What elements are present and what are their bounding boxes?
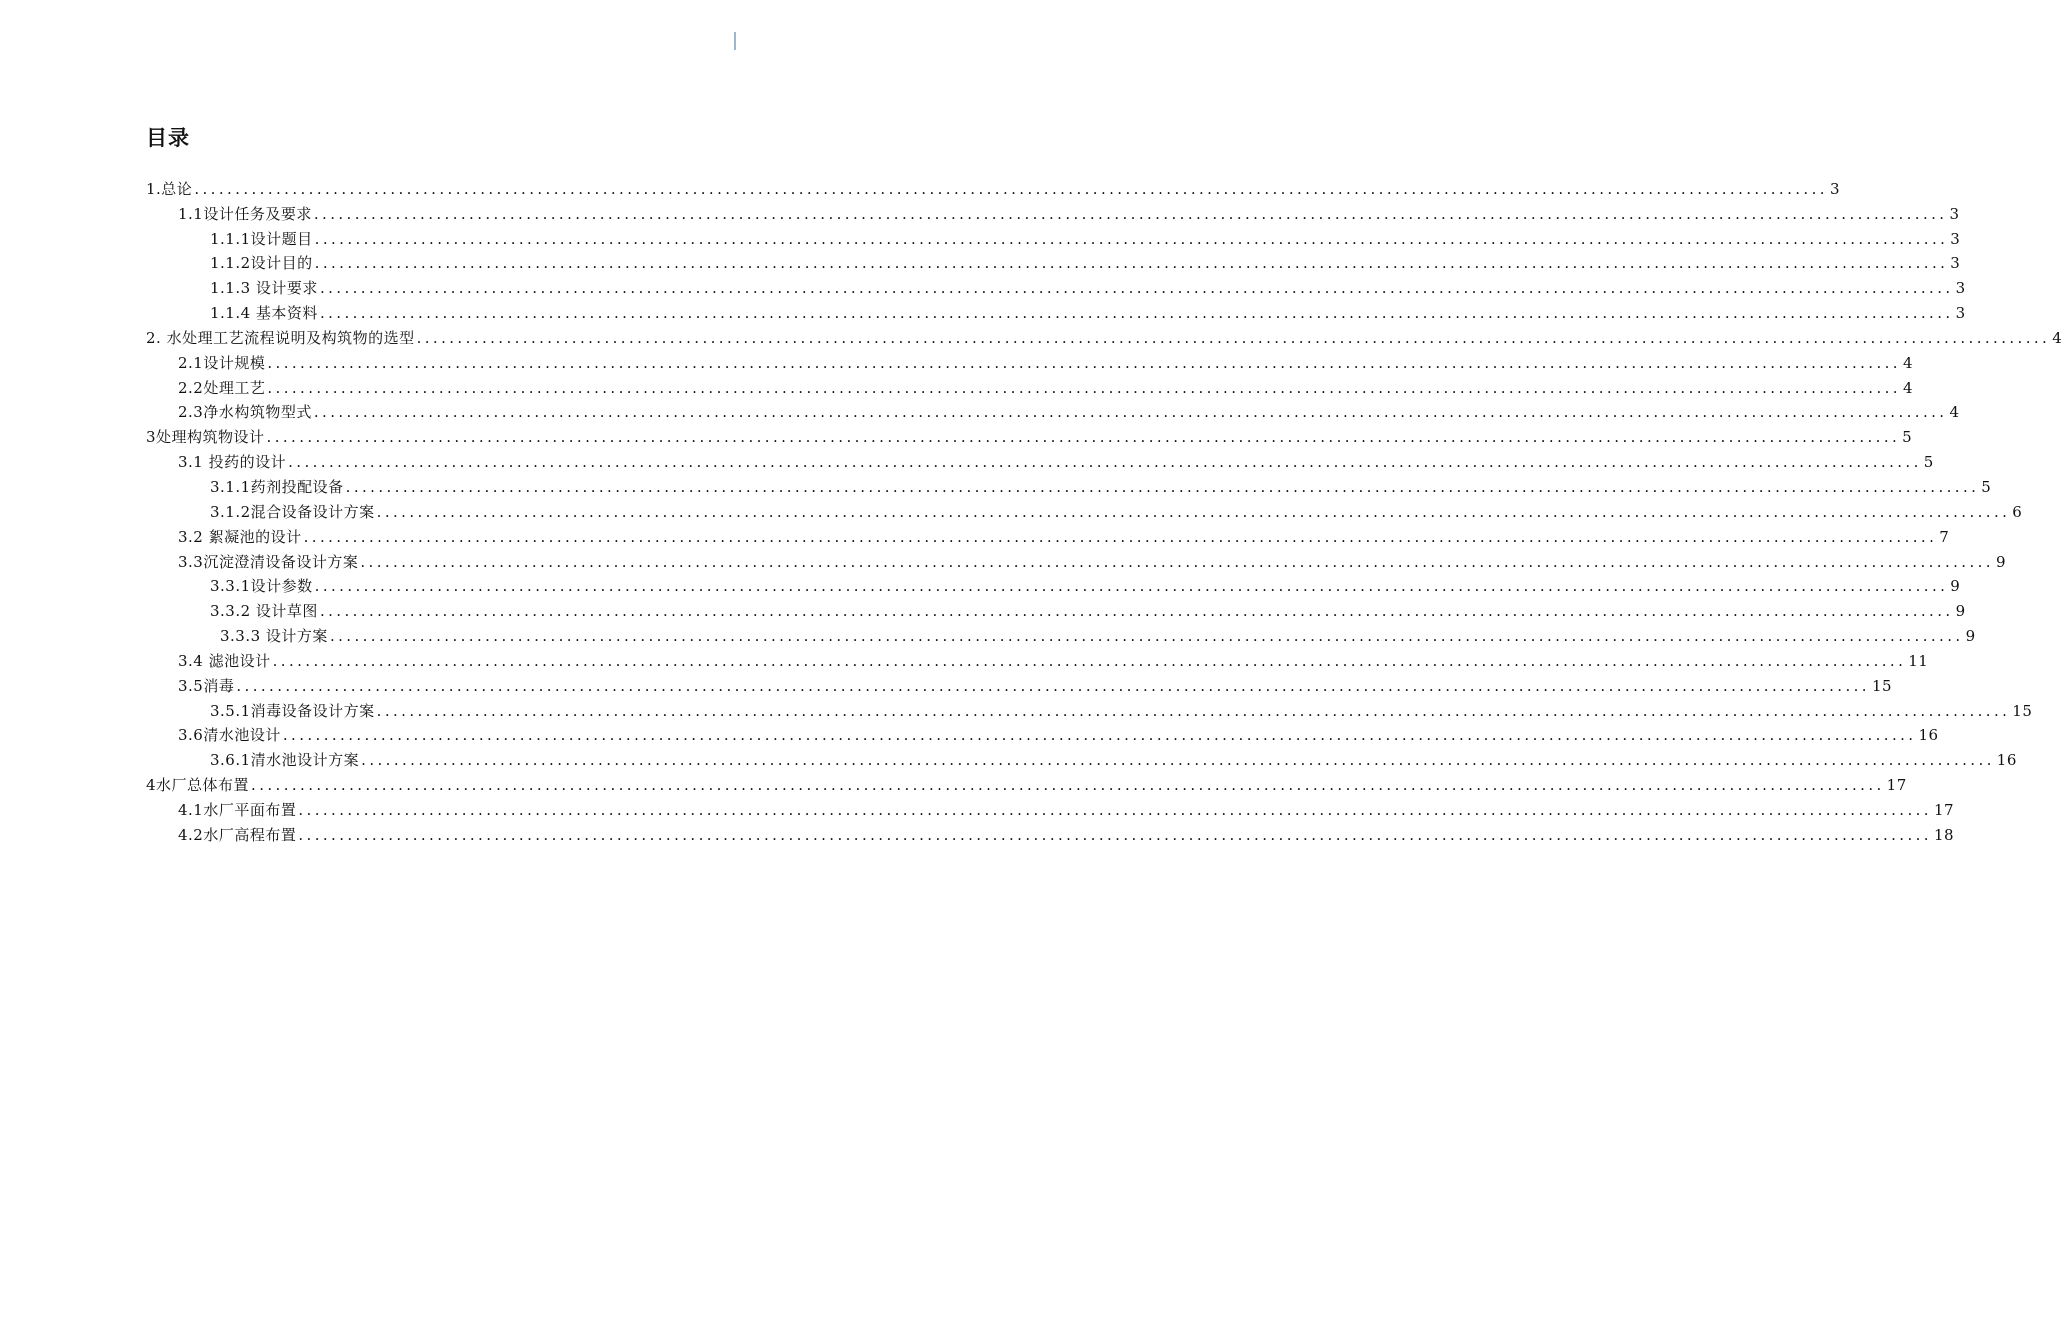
toc-page-number: 9 xyxy=(1995,552,2007,571)
toc-page-number: 5 xyxy=(1981,477,1992,496)
toc-entry[interactable] xyxy=(0,646,1929,671)
dot-leader: ........................................................................................................................................................................................................ xyxy=(361,751,1995,770)
toc-entry[interactable] xyxy=(0,174,1840,199)
toc-entry[interactable] xyxy=(0,721,1939,746)
toc-page-number: 3 xyxy=(1829,179,1840,198)
toc-entry[interactable] xyxy=(0,696,2033,721)
toc-entry-label: 1.1.4 基本资料 xyxy=(210,304,318,323)
dot-leader: ........................................................................................................................................................................................................ xyxy=(314,254,1949,273)
dot-leader: ........................................................................................................................................................................................................ xyxy=(282,726,1917,745)
toc-entry[interactable] xyxy=(0,447,1934,472)
dot-leader: ........................................................................................................................................................................................................ xyxy=(376,502,2011,521)
dot-leader: ........................................................................................................................................................................................................ xyxy=(272,651,1907,670)
text-cursor-mark xyxy=(734,32,736,50)
toc-entry[interactable] xyxy=(0,770,1907,795)
toc-page-number: 4 xyxy=(2052,328,2062,347)
toc-entry[interactable] xyxy=(0,522,1950,547)
toc-entry-label: 1.1设计任务及要求 xyxy=(178,204,312,223)
toc-entry[interactable] xyxy=(0,572,1961,597)
toc-entry[interactable] xyxy=(0,795,1955,820)
toc-page-number: 7 xyxy=(1939,527,1950,546)
toc-entry-label: 1.1.2设计目的 xyxy=(210,254,313,273)
toc-entry-label: 2.1设计规模 xyxy=(178,353,266,372)
dot-leader: ........................................................................................................................................................................................................ xyxy=(298,800,1932,819)
toc-entry-label: 2. 水处理工艺流程说明及构筑物的选型 xyxy=(146,328,415,347)
toc-entry[interactable] xyxy=(0,224,1961,249)
toc-page-number: 16 xyxy=(1996,751,2017,770)
dot-leader: ........................................................................................................................................................................................................ xyxy=(194,179,1828,198)
dot-leader: ........................................................................................................................................................................................................ xyxy=(376,701,2011,720)
toc-page-number: 15 xyxy=(2012,701,2033,720)
dot-leader: ........................................................................................................................................................................................................ xyxy=(236,676,1870,695)
toc-entry-label: 1.总论 xyxy=(146,179,193,198)
dot-leader: ........................................................................................................................................................................................................ xyxy=(314,577,1949,596)
dot-leader: ........................................................................................................................................................................................................ xyxy=(360,552,1994,571)
dot-leader: ........................................................................................................................................................................................................ xyxy=(267,378,1901,397)
toc-page-number: 9 xyxy=(1965,627,1976,646)
toc-entry-label: 3.5.1消毒设备设计方案 xyxy=(210,701,375,720)
toc-entry[interactable] xyxy=(0,398,1960,423)
toc-page-number: 3 xyxy=(1955,279,1966,298)
toc-entry[interactable] xyxy=(0,422,1913,447)
toc-entry-label: 3.5消毒 xyxy=(178,676,235,695)
toc-entry-label: 3.1.1药剂投配设备 xyxy=(210,477,344,496)
dot-leader: ........................................................................................................................................................................................................ xyxy=(266,428,1901,447)
dot-leader: ........................................................................................................................................................................................................ xyxy=(329,627,1964,646)
toc-title: 目录 xyxy=(146,126,190,150)
toc-page-number: 17 xyxy=(1886,776,1907,795)
toc-entry-label: 3.3.3 设计方案 xyxy=(220,627,328,646)
toc-entry[interactable] xyxy=(0,547,2007,572)
toc-entry-label: 3.1.2混合设备设计方案 xyxy=(210,502,375,521)
toc-entry-label: 2.2处理工艺 xyxy=(178,378,266,397)
toc-page-number: 3 xyxy=(1950,229,1961,248)
dot-leader: ........................................................................................................................................................................................................ xyxy=(416,328,2051,347)
toc-page-number: 16 xyxy=(1918,726,1939,745)
toc-entry-label: 1.1.3 设计要求 xyxy=(210,279,318,298)
dot-leader: ........................................................................................................................................................................................................ xyxy=(319,304,1954,323)
toc-page-number: 5 xyxy=(1923,453,1934,472)
toc-page-number: 15 xyxy=(1871,676,1893,695)
toc-entry[interactable] xyxy=(0,472,1992,497)
toc-page-number: 5 xyxy=(1902,428,1913,447)
toc-entry-label: 3.1 投药的设计 xyxy=(178,453,287,472)
dot-leader: ........................................................................................................................................................................................................ xyxy=(251,776,1885,795)
toc-page-number: 17 xyxy=(1933,800,1955,819)
dot-leader: ........................................................................................................................................................................................................ xyxy=(319,602,1954,621)
dot-leader: ........................................................................................................................................................................................................ xyxy=(314,229,1949,248)
toc-entry[interactable] xyxy=(0,298,1966,323)
toc-entry-label: 3处理构筑物设计 xyxy=(146,428,265,447)
toc-entry-label: 3.3沉淀澄清设备设计方案 xyxy=(178,552,359,571)
toc-entry-label: 2.3净水构筑物型式 xyxy=(178,403,312,422)
toc-entry[interactable] xyxy=(0,348,1914,373)
toc-entry[interactable] xyxy=(0,497,2023,522)
toc-entry[interactable] xyxy=(0,745,2017,770)
toc-page-number: 3 xyxy=(1950,254,1961,273)
toc-entry[interactable] xyxy=(0,596,1966,621)
toc-entry-label: 3.2 絮凝池的设计 xyxy=(178,527,302,546)
toc-page-number: 4 xyxy=(1902,378,1914,397)
toc-entry[interactable] xyxy=(0,671,1893,696)
toc-entry[interactable] xyxy=(0,249,1961,274)
toc-page-number: 9 xyxy=(1950,577,1961,596)
toc-entry[interactable] xyxy=(0,273,1966,298)
toc-entry-label: 3.6清水池设计 xyxy=(178,726,281,745)
toc-page-number: 4 xyxy=(1902,353,1914,372)
dot-leader: ........................................................................................................................................................................................................ xyxy=(303,527,1938,546)
toc-entry-label: 3.3.1设计参数 xyxy=(210,577,313,596)
dot-leader: ........................................................................................................................................................................................................ xyxy=(298,825,1932,844)
toc-entry-label: 4.1水厂平面布置 xyxy=(178,800,297,819)
toc-page-number: 3 xyxy=(1949,204,1960,223)
toc-page-number: 4 xyxy=(1949,403,1960,422)
toc-entry[interactable] xyxy=(0,820,1955,845)
table-of-contents xyxy=(0,174,2062,845)
toc-page-number: 11 xyxy=(1908,651,1929,670)
dot-leader: ........................................................................................................................................................................................................ xyxy=(267,353,1901,372)
toc-entry-label: 1.1.1设计题目 xyxy=(210,229,313,248)
toc-entry-label: 3.4 滤池设计 xyxy=(178,651,271,670)
toc-entry[interactable] xyxy=(0,373,1914,398)
dot-leader: ........................................................................................................................................................................................................ xyxy=(313,403,1948,422)
toc-page-number: 3 xyxy=(1955,304,1966,323)
toc-entry-label: 3.3.2 设计草图 xyxy=(210,602,318,621)
toc-page-number: 18 xyxy=(1933,825,1955,844)
toc-page-number: 9 xyxy=(1955,602,1966,621)
toc-entry[interactable] xyxy=(0,323,2062,348)
toc-entry[interactable] xyxy=(0,621,1976,646)
dot-leader: ........................................................................................................................................................................................................ xyxy=(345,477,1980,496)
toc-entry-label: 3.6.1清水池设计方案 xyxy=(210,751,360,770)
toc-entry-label: 4.2水厂高程布置 xyxy=(178,825,297,844)
dot-leader: ........................................................................................................................................................................................................ xyxy=(288,453,1922,472)
dot-leader: ........................................................................................................................................................................................................ xyxy=(319,279,1954,298)
dot-leader: ........................................................................................................................................................................................................ xyxy=(313,204,1948,223)
toc-page-number: 6 xyxy=(2012,502,2023,521)
toc-entry-label: 4水厂总体布置 xyxy=(146,776,250,795)
toc-entry[interactable] xyxy=(0,199,1960,224)
